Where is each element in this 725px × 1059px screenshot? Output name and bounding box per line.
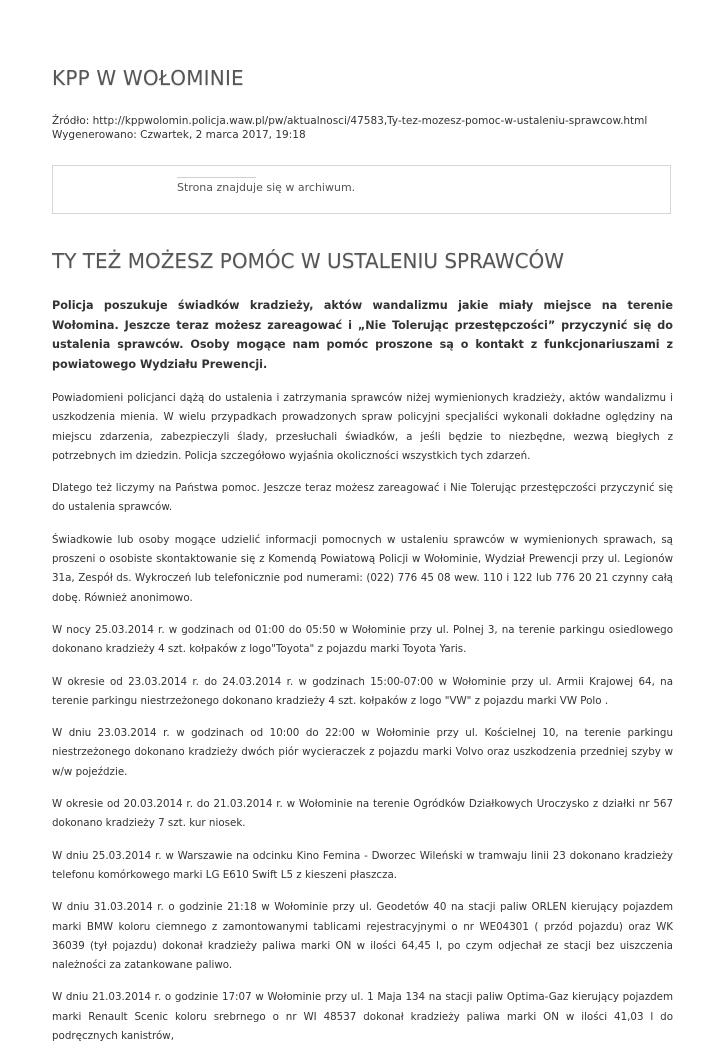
source-line: Źródło: http://kppwolomin.policja.waw.pl/pw/aktualnosci/47583,Ty-tez-mozesz-pomoc-w-ustaleniu-sprawcow.html [52,115,648,127]
archive-notice: Strona znajduje się w archiwum. [177,181,356,194]
site-title: KPP W WOŁOMINIE [52,66,244,90]
article-paragraph: W nocy 25.03.2014 r. w godzinach od 01:00 do 05:50 w Wołominie przy ul. Polnej 3, na terenie parkingu osiedlowego dokonano kradzieży 4 szt. kołpaków z logo"Toyota" z pojazdu marki Toyota Yaris. [52,623,673,656]
article-paragraph: W dniu 21.03.2014 r. o godzinie 17:07 w Wołominie przy ul. 1 Maja 134 na stacji paliw Optima-Gaz kierujący pojazdem marki Renault Scenic koloru srebrnego o nr WI 48537 dokonał kradzieży paliwa marki ON w ilości 41,03 l do podręcznych kanistrów, [52,991,673,1043]
article-paragraph: W dniu 23.03.2014 r. w godzinach od 10:00 do 22:00 w Wołominie przy ul. Kościelnej 10, na terenie parkingu niestrzeżonego dokonano kradzieży dwóch piór wycieraczek z pojazdu marki Volvo oraz uszkodzenia przedniej szyby w w/w pojeździe. [52,727,673,778]
article-paragraph: W okresie od 23.03.2014 r. do 24.03.2014 r. w godzinach 15:00-07:00 w Wołominie przy ul. Armii Krajowej 64, na terenie parkingu niestrzeżonego dokonano kradzieży 4 szt. kołpaków z logo "VW" z pojazdu marki VW Polo . [52,675,673,707]
generated-line: Wygenerowano: Czwartek, 2 marca 2017, 19:18 [52,129,306,141]
article-paragraph: Świadkowie lub osoby mogące udzielić informacji pomocnych w ustaleniu sprawców w wymienionych sprawach, są proszeni o osobiste skontaktowanie się z Komendą Powiatową Policji w Wołominie, Wydział Prewencji przy ul. Legionów 31a, Zespół ds. Wykroczeń lub telefonicznie pod numerami: (022) 776 45 08 wew. 110 i 122 lub 776 20 21 czynny całą dobę. Również anonimowo. [52,533,673,604]
article-paragraph: W okresie od 20.03.2014 r. do 21.03.2014 r. w Wołominie na terenie Ogródków Działkowych Uroczysko z działki nr 567 dokonano kradzieży 7 szt. kur niosek. [52,798,673,830]
article-paragraph: W dniu 25.03.2014 r. w Warszawie na odcinku Kino Femina - Dworzec Wileński w tramwaju linii 23 dokonano kradzieży telefonu komórkowego marki LG E610 Swift L5 z kieszeni płaszcza. [52,849,673,881]
article-body [52,389,673,1059]
document-meta [52,114,647,142]
article-paragraph: W dniu 31.03.2014 r. o godzinie 21:18 w Wołominie przy ul. Geodetów 40 na stacji paliw ORLEN kierujący pojazdem marki BMW koloru ciemnego z zamontowanymi tablicami rejestracyjnymi o nr WE04301 ( przód pojazdu) oraz WK 36039 (tył pojazdu) dokonał kradzieży paliwa marki ON w ilości 64,45 l, po czym odjechał ze stacji bez uiszczenia należności za zatankowane paliwo. [52,901,673,972]
archive-notice-box [52,165,671,214]
article-paragraph: Dlatego też liczymy na Państwa pomoc. Jeszcze teraz możesz zareagować i Nie Tolerując przestępczości przyczynić się do ustalenia sprawców. [52,482,673,514]
article-paragraph: Powiadomieni policjanci dążą do ustalenia i zatrzymania sprawców niżej wymienionych kradzieży, aktów wandalizmu i uszkodzenia mienia. W wielu przypadkach prowadzonych spraw policyjni specjaliści wykonali dokładne oględziny na miejscu zdarzenia, zabezpieczyli ślady, przesłuchali świadków, a jeśli będzie to niezbędne, wezwą biegłych z potrzebnych im dziedzin. Policja szczegółowo wyjaśnia okoliczności wszystkich tych zdarzeń. [52,392,673,462]
article-lead: Policja poszukuje świadków kradzieży, aktów wandalizmu jakie miały miejsce na terenie Wołomina. Jeszcze teraz możesz zareagować i „Nie Tolerując przestępczości” przyczynić się do ustalenia sprawców. Osoby mogące nam pomóc proszone są o kontakt z funkcjonariuszami z powiatowego Wydziału Prewencji. [52,299,673,371]
article-title: TY TEŻ MOŻESZ POMÓC W USTALENIU SPRAWCÓW [52,249,565,273]
archive-divider [177,177,256,178]
